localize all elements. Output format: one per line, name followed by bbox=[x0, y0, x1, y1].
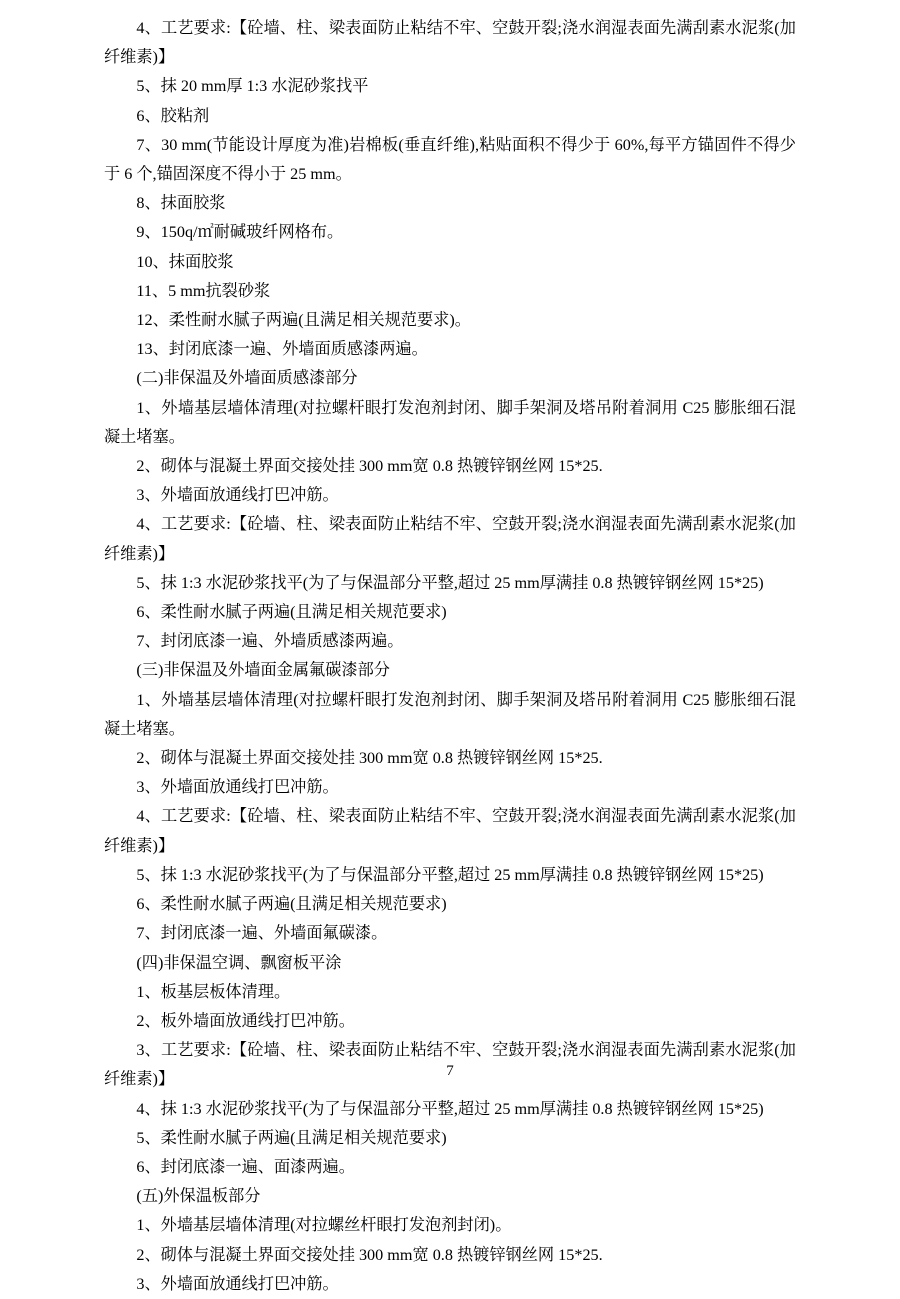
document-paragraph: 5、抹 1:3 水泥砂浆找平(为了与保温部分平整,超过 25 mm厚满挂 0.8 热镀锌钢丝网 15*25) bbox=[136, 573, 764, 592]
document-paragraph: 11、5 mm抗裂砂浆 bbox=[136, 281, 271, 300]
document-paragraph: 12、柔性耐水腻子两遍(且满足相关规范要求)。 bbox=[136, 311, 471, 330]
document-paragraph: 4、工艺要求:【砼墙、柱、梁表面防止粘结不牢、空鼓开裂;浇水润湿表面先满刮素水泥浆(加纤维素)】 bbox=[104, 807, 796, 855]
document-paragraph: 4、工艺要求:【砼墙、柱、梁表面防止粘结不牢、空鼓开裂;浇水润湿表面先满刮素水泥浆(加纤维素)】 bbox=[104, 515, 796, 563]
document-paragraph: 5、抹 1:3 水泥砂浆找平(为了与保温部分平整,超过 25 mm厚满挂 0.8 热镀锌钢丝网 15*25) bbox=[136, 865, 764, 884]
document-paragraph: (三)非保温及外墙面金属氟碳漆部分 bbox=[136, 661, 390, 680]
document-paragraph: 8、抹面胶浆 bbox=[136, 194, 226, 213]
document-paragraph: 1、外墙基层墙体清理(对拉螺杆眼打发泡剂封闭、脚手架洞及塔吊附着洞用 C25 膨胀细石混凝土堵塞。 bbox=[104, 398, 796, 446]
document-paragraph: 3、外墙面放通线打巴冲筋。 bbox=[136, 1274, 339, 1293]
document-paragraph: 6、柔性耐水腻子两遍(且满足相关规范要求) bbox=[136, 895, 447, 914]
document-paragraph: 3、外墙面放通线打巴冲筋。 bbox=[136, 486, 339, 505]
document-paragraph: 5、抹 20 mm厚 1:3 水泥砂浆找平 bbox=[136, 77, 369, 96]
document-paragraph: 6、柔性耐水腻子两遍(且满足相关规范要求) bbox=[136, 603, 447, 622]
document-paragraph: 7、封闭底漆一遍、外墙质感漆两遍。 bbox=[136, 632, 404, 651]
document-paragraph: 2、砌体与混凝土界面交接处挂 300 mm宽 0.8 热镀锌钢丝网 15*25. bbox=[136, 749, 603, 768]
document-paragraph: 2、砌体与混凝土界面交接处挂 300 mm宽 0.8 热镀锌钢丝网 15*25. bbox=[136, 457, 603, 476]
document-paragraph: 4、抹 1:3 水泥砂浆找平(为了与保温部分平整,超过 25 mm厚满挂 0.8 热镀锌钢丝网 15*25) bbox=[136, 1099, 764, 1118]
document-paragraph: 7、30 mm(节能设计厚度为准)岩棉板(垂直纤维),粘贴面积不得少于 60%,每平方锚固件不得少于 6 个,锚固深度不得小于 25 mm。 bbox=[104, 135, 796, 184]
document-paragraph: 3、工艺要求:【砼墙、柱、梁表面防止粘结不牢、空鼓开裂;浇水润湿表面先满刮素水泥浆(加纤维素)】 bbox=[104, 1041, 796, 1089]
document-paragraph: 3、外墙面放通线打巴冲筋。 bbox=[136, 778, 339, 797]
document-paragraph: 2、砌体与混凝土界面交接处挂 300 mm宽 0.8 热镀锌钢丝网 15*25. bbox=[136, 1245, 603, 1264]
document-paragraph: 9、150q/㎡耐碱玻纤网格布。 bbox=[136, 223, 344, 242]
document-paragraph: 1、外墙基层墙体清理(对拉螺杆眼打发泡剂封闭、脚手架洞及塔吊附着洞用 C25 膨胀细石混凝土堵塞。 bbox=[104, 690, 796, 738]
document-paragraph: (二)非保温及外墙面质感漆部分 bbox=[136, 369, 358, 388]
document-body bbox=[104, 14, 796, 1299]
document-paragraph: 10、抹面胶浆 bbox=[136, 252, 234, 271]
document-paragraph: 13、封闭底漆一遍、外墙面质感漆两遍。 bbox=[136, 340, 428, 359]
document-paragraph: 7、封闭底漆一遍、外墙面氟碳漆。 bbox=[136, 924, 388, 943]
document-paragraph: (五)外保温板部分 bbox=[136, 1187, 261, 1206]
document-paragraph: 6、封闭底漆一遍、面漆两遍。 bbox=[136, 1157, 355, 1176]
document-paragraph: (四)非保温空调、飘窗板平涂 bbox=[136, 953, 342, 972]
document-paragraph: 6、胶粘剂 bbox=[136, 106, 210, 125]
document-paragraph: 2、板外墙面放通线打巴冲筋。 bbox=[136, 1011, 355, 1030]
document-paragraph: 4、工艺要求:【砼墙、柱、梁表面防止粘结不牢、空鼓开裂;浇水润湿表面先满刮素水泥浆(加纤维素)】 bbox=[104, 19, 796, 67]
document-paragraph: 5、柔性耐水腻子两遍(且满足相关规范要求) bbox=[136, 1128, 447, 1147]
page-number: 7 bbox=[446, 1063, 454, 1079]
document-paragraph: 1、板基层板体清理。 bbox=[136, 982, 291, 1001]
document-paragraph: 1、外墙基层墙体清理(对拉螺丝杆眼打发泡剂封闭)。 bbox=[136, 1216, 512, 1235]
